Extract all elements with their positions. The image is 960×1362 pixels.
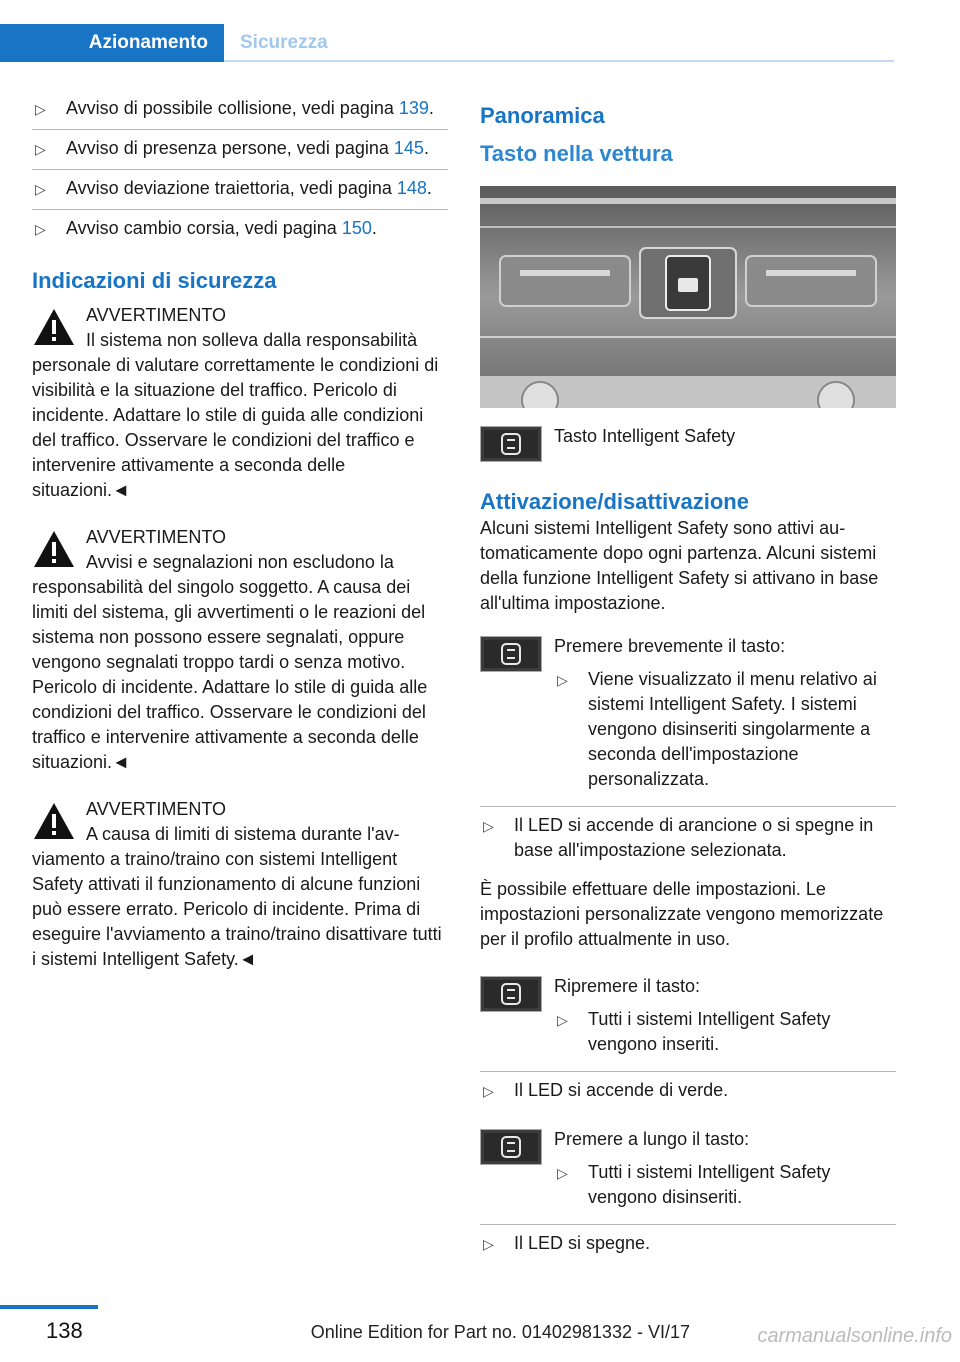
page-number-bar bbox=[0, 1305, 98, 1309]
page-link[interactable]: 145 bbox=[393, 138, 424, 158]
watermark: carmanualsonline.info bbox=[757, 1325, 952, 1347]
page-link[interactable]: 139 bbox=[398, 98, 429, 118]
press-short-row bbox=[480, 634, 896, 800]
intelligent-safety-button-icon bbox=[480, 1129, 542, 1165]
warning-body: Il sistema non solleva dalla responsabilità personale di valutare correttamente le condizioni di visibilità e la situazione del traffico. Pericolo di incidente. Adattare lo stile di guida alle condizioni del traffico. Osservare le condizioni del traffico e intervenire attivamente a seconda delle situazioni.◄ bbox=[32, 330, 439, 500]
tab-azionamento[interactable]: Azionamento bbox=[0, 24, 224, 62]
warning-block bbox=[32, 525, 448, 775]
list-item: ▷ Avviso deviazione traiettoria, vedi pagina 148. bbox=[32, 176, 448, 210]
list-item: ▷ Tutti i sistemi Intelligent Safety vengono inseriti. bbox=[557, 1009, 831, 1054]
button-caption-row bbox=[480, 424, 896, 474]
triangle-right-icon: ▷ bbox=[483, 1083, 494, 1099]
press-long-row bbox=[480, 1127, 896, 1218]
press-long-label: Premere a lungo il tasto: bbox=[554, 1129, 750, 1149]
list-item: ▷ Viene visualizzato il menu relativo ai sistemi Intelligent Safety. I sistemi vengono disinseriti singolarmente a seconda dell'impostazione personalizzata. bbox=[557, 669, 877, 789]
page-number: 138 bbox=[46, 1318, 83, 1343]
tab-sicurezza[interactable]: Sicurezza bbox=[224, 24, 894, 62]
press-again-row bbox=[480, 974, 896, 1065]
section-title: Indicazioni di sicurezza bbox=[32, 268, 277, 293]
list-item: ▷ Avviso di possibile collisione, vedi pagina 139. bbox=[32, 96, 448, 130]
list-item: ▷ Avviso cambio corsia, vedi pagina 150. bbox=[32, 216, 448, 249]
page-link[interactable]: 148 bbox=[396, 178, 427, 198]
triangle-right-icon: ▷ bbox=[35, 141, 46, 157]
section-title: Attivazione/disattivazione bbox=[480, 489, 749, 514]
list-item: ▷ Il LED si accende di arancione o si spegne in base all'impostazione selezionata. bbox=[480, 806, 896, 871]
triangle-right-icon: ▷ bbox=[35, 101, 46, 117]
left-column bbox=[32, 96, 448, 994]
triangle-right-icon: ▷ bbox=[35, 181, 46, 197]
intelligent-safety-button-icon bbox=[480, 636, 542, 672]
warning-triangle-icon bbox=[32, 801, 76, 841]
triangle-right-icon: ▷ bbox=[557, 1165, 568, 1181]
intelligent-safety-button-icon bbox=[480, 976, 542, 1012]
warning-triangle-icon bbox=[32, 529, 76, 569]
list-item: ▷ Tutti i sistemi Intelligent Safety vengono disinseriti. bbox=[557, 1162, 831, 1207]
settings-text: È possibile effettuare delle impostazioni. Le impostazioni personalizzate vengono memorizzate per il profilo attualmente in uso. bbox=[480, 879, 884, 949]
warning-body: Avvisi e segnalazioni non escludono la responsabilità del singolo soggetto. A causa dei limiti del sistema, gli avvertimenti o le reazioni del sistema non possono essere segnalati, oppure vengono segnalati troppo tardi o senza motivo. Pericolo di incidente. Adattare lo stile di guida alle condizioni del traffico. Osservare le condizioni del traffico e intervenire attivamente a seconda delle situazioni.◄ bbox=[32, 552, 428, 772]
warning-triangle-icon bbox=[32, 307, 76, 347]
edition-text: Online Edition for Part no. 01402981332 - VI/17 bbox=[310, 1322, 690, 1342]
list-item: ▷ Il LED si accende di verde. bbox=[480, 1071, 896, 1111]
triangle-right-icon: ▷ bbox=[483, 818, 494, 834]
dashboard-photo bbox=[480, 186, 896, 408]
right-column bbox=[480, 96, 896, 1270]
press-again-label: Ripremere il tasto: bbox=[554, 976, 701, 996]
subsection-title: Tasto nella vettura bbox=[480, 141, 673, 166]
section-title: Panoramica bbox=[480, 103, 605, 128]
triangle-right-icon: ▷ bbox=[557, 672, 568, 688]
header-bar bbox=[0, 0, 960, 62]
warning-title: AVVERTIMENTO bbox=[86, 799, 227, 819]
press-short-label: Premere brevemente il tasto: bbox=[554, 636, 786, 656]
triangle-right-icon: ▷ bbox=[557, 1012, 568, 1028]
list-item: ▷ Il LED si spegne. bbox=[480, 1224, 896, 1264]
warning-title: AVVERTIMENTO bbox=[86, 305, 227, 325]
warning-block bbox=[32, 797, 448, 972]
button-caption: Tasto Intelligent Safety bbox=[554, 426, 736, 446]
intelligent-safety-button-icon bbox=[480, 426, 542, 462]
page-link[interactable]: 150 bbox=[341, 218, 372, 238]
activation-text: Alcuni sistemi Intelligent Safety sono attivi automaticamente dopo ogni partenza. Alcuni sistemi della funzione Intelligent Safety si attivano in base all'ultima impostazione. bbox=[480, 518, 879, 613]
warning-block bbox=[32, 303, 448, 503]
list-item: ▷ Avviso di presenza persone, vedi pagina 145. bbox=[32, 136, 448, 170]
triangle-right-icon: ▷ bbox=[35, 221, 46, 237]
warning-body: A causa di limiti di sistema durante l'avviamento a traino/traino con sistemi Intelligent Safety attivati il funzionamento di alcune funzioni può essere errato. Pericolo di incidente. Prima di eseguire l'avviamento a traino/traino disattivare tutti i sistemi Intelligent Safety.◄ bbox=[32, 824, 442, 969]
triangle-right-icon: ▷ bbox=[483, 1236, 494, 1252]
warning-title: AVVERTIMENTO bbox=[86, 527, 227, 547]
